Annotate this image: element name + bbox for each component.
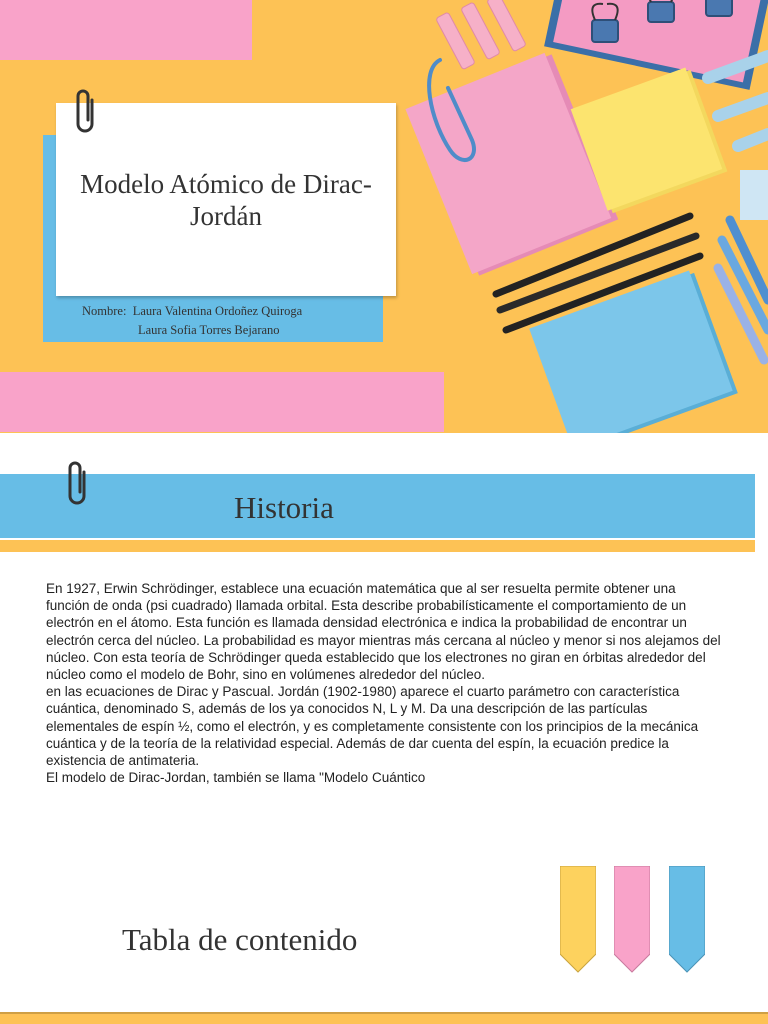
- toc-divider: [0, 1012, 768, 1024]
- pink-bar-bottom: [0, 372, 444, 432]
- history-body: [46, 580, 722, 786]
- author-line-1: [82, 302, 302, 321]
- pink-bar-top: [0, 0, 252, 60]
- title-slide: [0, 0, 768, 433]
- history-paragraph: El modelo de Dirac-Jordan, también se llama "Modelo Cuántico: [46, 770, 426, 786]
- paperclip-icon: [62, 458, 92, 508]
- slide-title: Modelo Atómico de Dirac-Jordán: [80, 169, 372, 231]
- history-paragraph: en las ecuaciones de Dirac y Pascual. Jordán (1902-1980) aparece el cuarto parámetro con característica cuántica, denominado S, además de los ya conocidos N, L y M. Da una descripción de las partículas elementales de espín ½, como el electrón, y es completamente consistente con los principios de la mecánica cuántica y de la teoría de la relatividad especial. Además de dar cuenta del espín, la ecuación predice la existencia de antimateria.: [46, 684, 699, 769]
- bookmark-tab-icon: [560, 866, 596, 974]
- history-divider: [0, 540, 755, 552]
- stationery-photo: [400, 0, 768, 433]
- bookmark-tab-icon: [614, 866, 650, 974]
- author-name-1: Laura Valentina Ordoñez Quiroga: [132, 304, 303, 318]
- history-header-band: [0, 474, 755, 538]
- bookmark-tab-icon: [669, 866, 705, 974]
- authors: [82, 302, 302, 340]
- history-paragraph: En 1927, Erwin Schrödinger, establece una ecuación matemática que al ser resuelta permite obtener una función de onda (psi cuadrado) llamada orbital. Esta describe probabilísticamente el comportamiento de un electrón en el átomo. Esta función es llamada densidad electrónica e indica la probabilidad de encontrar un electrón cerca del núcleo. La probabilidad es mayor mientras más cercana al núcleo y menor si nos alejamos del núcleo. Con esta teoría de Schrödinger queda establecido que los electrones no giran en órbitas alrededor del núcleo como el modelo de Bohr, sino en volúmenes alrededor del núcleo.: [46, 581, 721, 683]
- history-heading: Historia: [234, 490, 334, 525]
- author-name-2: Laura Sofia Torres Bejarano: [138, 323, 280, 337]
- toc-heading: Tabla de contenido: [122, 922, 358, 957]
- names-label: Nombre:: [82, 304, 127, 318]
- paperclip-icon: [70, 86, 100, 136]
